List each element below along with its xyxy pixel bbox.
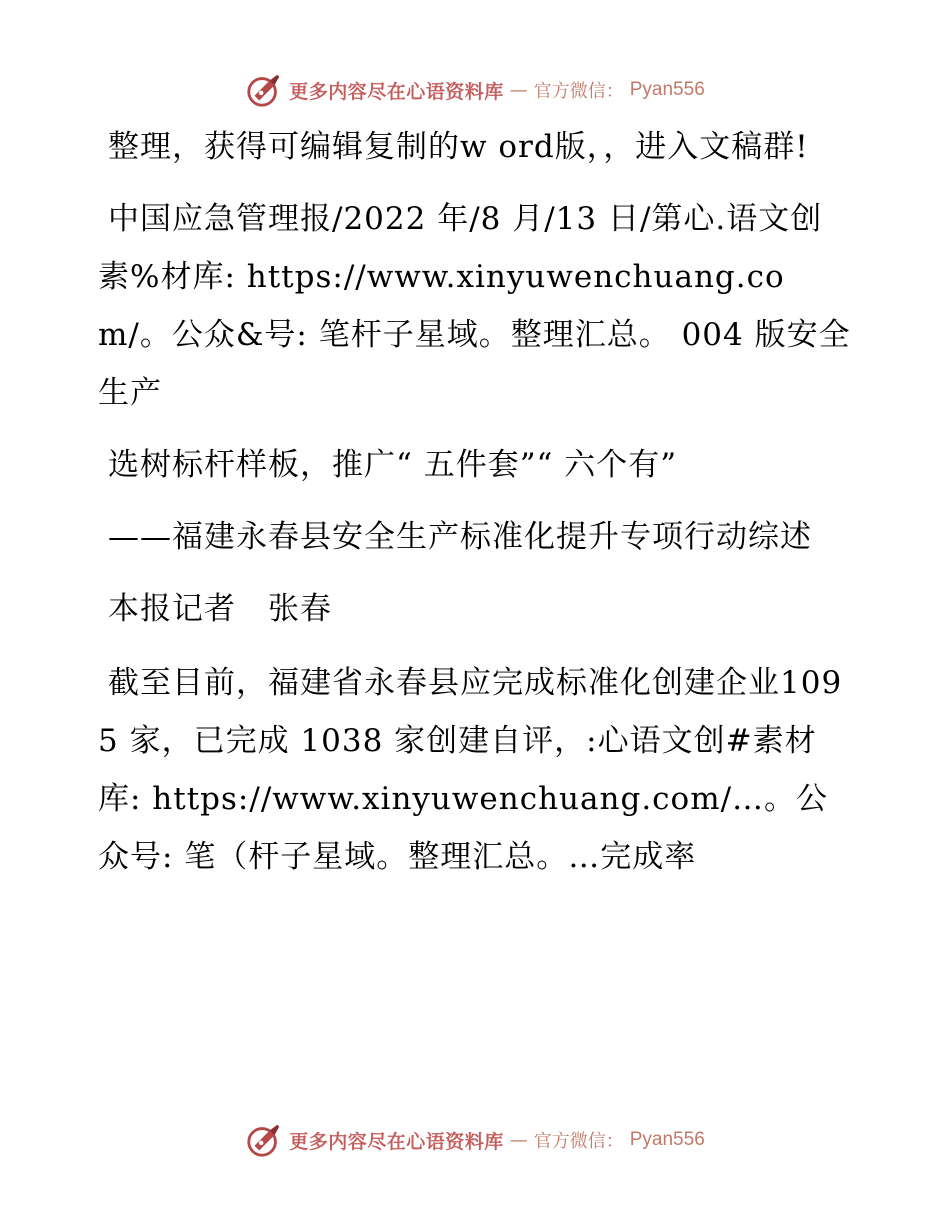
paragraph-body: 截至目前，福建省永春县应完成标准化创建企业1095 家，已完成 1038 家创建自评，:心语文创#素材库: https://www.xinyuwenchuang.com/…。公众号: 笔（杆子星域。整理汇总。…完成率	[98, 665, 843, 875]
article-byline: 本报记者 张春	[108, 591, 332, 627]
header-wechat-label: 官方微信：	[533, 81, 624, 102]
header-separator: —	[509, 79, 528, 101]
pen-logo-icon	[245, 71, 283, 109]
header-site-text: 更多内容尽在心语资料库	[289, 80, 504, 103]
footer-banner	[0, 1118, 950, 1162]
header-banner	[0, 68, 950, 112]
document-body	[98, 118, 858, 900]
pen-logo-icon	[245, 1121, 283, 1159]
footer-wechat-id: Pyan556	[629, 1129, 705, 1150]
paragraph-source: 中国应急管理报/2022 年/8 月/13 日/第心.语文创素%材库: https://www.xinyuwenchuang.com/。公众&号: 笔杆子星域。整理汇总。 004 版安全生产	[98, 201, 851, 411]
article-title: 选树标杆样板，推广“ 五件套”“ 六个有”	[108, 447, 678, 483]
footer-site-text: 更多内容尽在心语资料库	[289, 1130, 504, 1153]
paragraph-intro: 整理，获得可编辑复制的w ord版，，进入文稿群!	[108, 129, 809, 165]
footer-wechat-label: 官方微信：	[533, 1131, 624, 1152]
header-wechat-id: Pyan556	[629, 79, 705, 100]
article-subtitle: ——福建永春县安全生产标准化提升专项行动综述	[108, 519, 812, 555]
footer-separator: —	[509, 1129, 528, 1151]
